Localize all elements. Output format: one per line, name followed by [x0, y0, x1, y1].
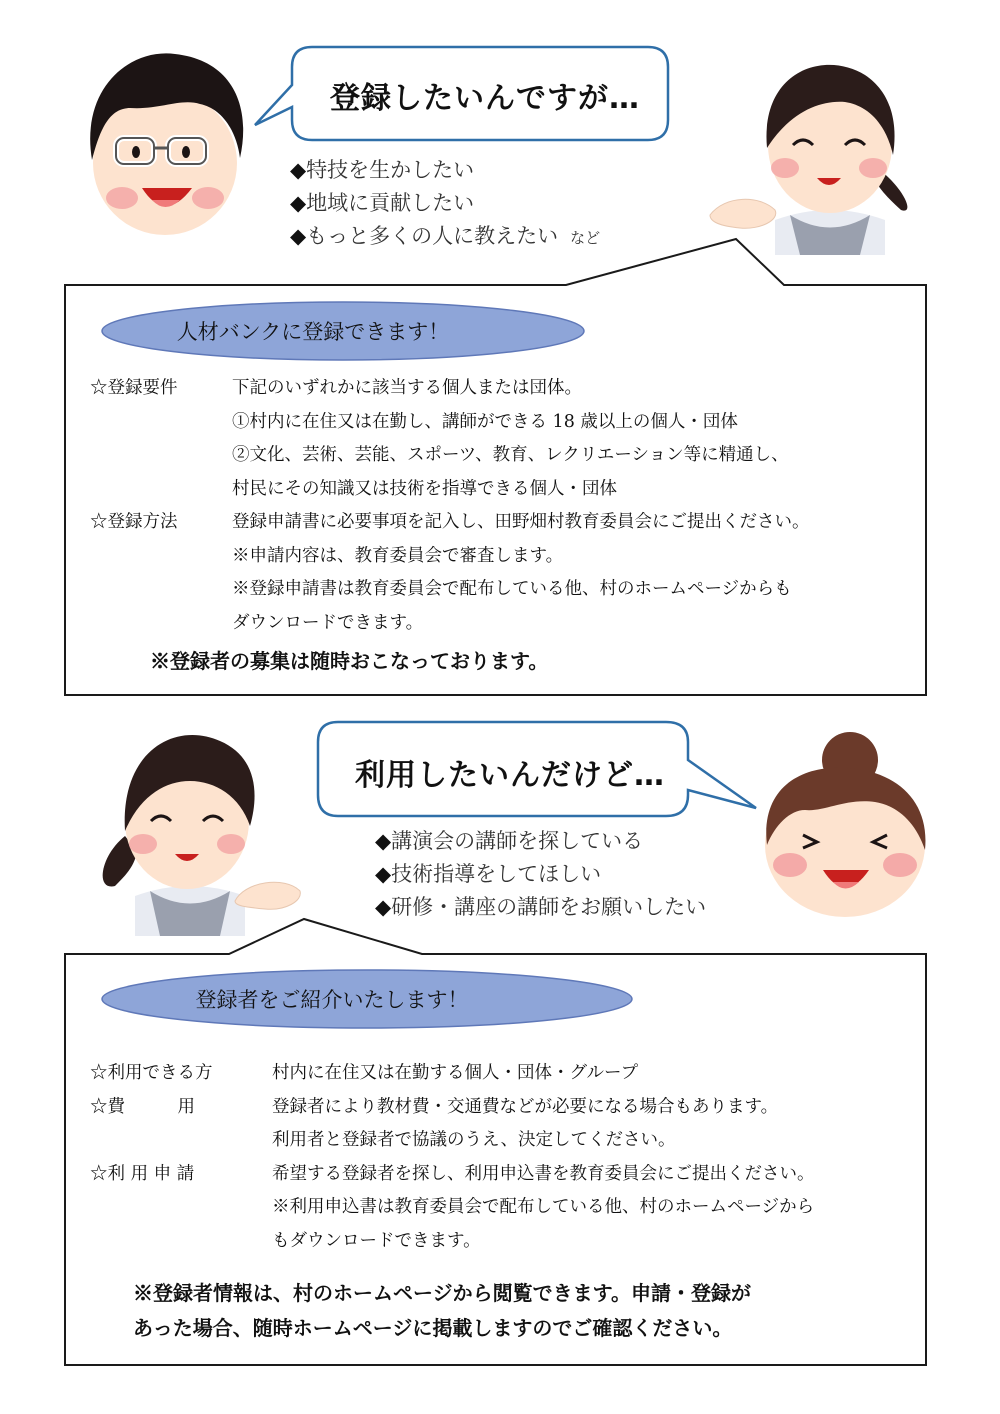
method-line: 登録申請書に必要事項を記入し、田野畑村教育委員会にご提出ください。 [232, 512, 810, 532]
requirements-label: ☆登録要件 [90, 378, 178, 398]
info-notice [133, 1276, 751, 1346]
wish-note: など [570, 229, 601, 247]
diamond-bullet-icon: ◆ [375, 862, 392, 886]
wish-text: 地域に貢献したい [306, 191, 475, 215]
method-line: ※申請内容は、教育委員会で審査します。 [232, 545, 564, 566]
wish-text: 技術指導をしてほしい [391, 862, 602, 886]
apply-line: もダウンロードできます。 [272, 1230, 481, 1251]
method-label: ☆登録方法 [90, 512, 178, 532]
requirements-line: 村民にその知識又は技術を指導できる個人・団体 [232, 478, 617, 499]
cost-line: 利用者と登録者で協議のうえ、決定してください。 [272, 1130, 676, 1150]
bubble-title-use: 利用したいんだけど… [355, 758, 665, 793]
diamond-bullet-icon: ◆ [290, 191, 307, 215]
requirements-line: ①村内に在住又は在勤し、講師ができる 18 歳以上の個人・団体 [232, 411, 738, 432]
cost-label: ☆費 用 [90, 1096, 195, 1117]
who-line: 村内に在住又は在勤する個人・団体・グループ [272, 1063, 639, 1083]
box-heading-use: 登録者をご紹介いたします！ [195, 988, 469, 1012]
list-item [375, 858, 706, 891]
list-item [375, 825, 706, 858]
woman-bun-hair-illustration [745, 730, 945, 920]
apply-item [90, 1158, 920, 1259]
diamond-bullet-icon: ◆ [290, 224, 307, 248]
method-item [90, 506, 910, 640]
apply-line: ※利用申込書は教育委員会で配布している他、村のホームページから [272, 1197, 815, 1217]
requirements-item [90, 372, 910, 506]
requirements-line: ②文化、芸術、芸能、スポーツ、教育、レクリエーション等に精通し、 [232, 445, 789, 465]
diamond-bullet-icon: ◆ [375, 895, 392, 919]
woman-receptionist-illustration [705, 50, 930, 255]
apply-line: 希望する登録者を探し、利用申込書を教育委員会にご提出ください。 [272, 1163, 815, 1184]
bubble-title-register: 登録したいんですが… [330, 81, 640, 116]
recruitment-notice: ※登録者の募集は随時おこなっております。 [150, 649, 549, 673]
diamond-bullet-icon: ◆ [375, 829, 392, 853]
register-details [90, 372, 910, 640]
notice-line: ※登録者情報は、村のホームページから閲覧できます。申請・登録が [133, 1281, 751, 1305]
who-item [90, 1057, 920, 1091]
woman-receptionist-illustration-2 [95, 726, 305, 936]
wish-text: もっと多くの人に教えたい [306, 224, 559, 248]
method-line: ダウンロードできます。 [232, 612, 424, 633]
wish-text: 特技を生かしたい [306, 158, 475, 182]
apply-label: ☆利 用 申 請 [90, 1163, 195, 1184]
use-details [90, 1057, 920, 1258]
diamond-bullet-icon: ◆ [290, 158, 307, 182]
wish-text: 講演会の講師を探している [391, 829, 644, 853]
notice-line: あった場合、随時ホームページに掲載しますのでご確認ください。 [133, 1316, 733, 1340]
list-item [290, 154, 600, 187]
man-with-glasses-illustration [70, 48, 260, 238]
box-heading-register: 人材バンクに登録できます！ [176, 320, 450, 344]
who-label: ☆利用できる方 [90, 1063, 213, 1083]
use-wish-list [375, 825, 706, 924]
requirements-line: 下記のいずれかに該当する個人または団体。 [232, 378, 582, 398]
cost-item [90, 1091, 920, 1158]
method-line: ※登録申請書は教育委員会で配布している他、村のホームページからも [232, 579, 792, 599]
wish-text: 研修・講座の講師をお願いしたい [391, 895, 707, 919]
cost-line: 登録者により教材費・交通費などが必要になる場合もあります。 [272, 1096, 779, 1117]
list-item [290, 187, 600, 220]
